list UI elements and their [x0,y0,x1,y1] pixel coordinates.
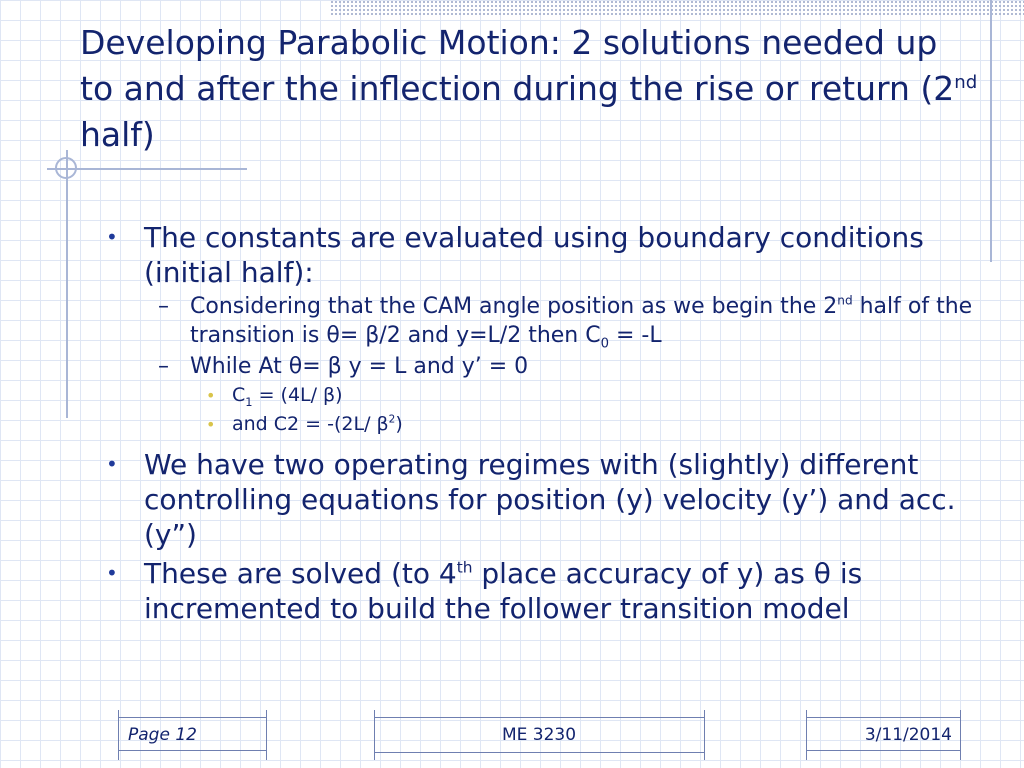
footer-tick [960,710,961,760]
bullet-icon: • [206,386,216,405]
slide-title: Developing Parabolic Motion: 2 solutions needed up to and after the inflection during the rise or return (2nd half) [80,23,978,154]
bullet-boundary-conditions: • The constants are evaluated using boundary conditions (initial half): [106,221,924,289]
footer-date: 3/11/2014 [806,717,960,751]
decorative-line-right [990,0,992,262]
sub-sub-bullet-c1: • $C_1 = (4L/$ β) [100,381,980,410]
footer-page-number: Page 12 [118,717,266,751]
bullet-icon: • [106,561,118,585]
footer-course: ME 3230 [374,717,704,753]
sub-sub-bullet-c2: • and C2 = -(2L/ $\beta^2$) [100,410,980,439]
bullet-icon: • [206,415,216,434]
footer-tick [704,710,705,760]
sub-bullet-while-at: – While At θ= β y = L and y’ = 0 [158,354,529,379]
decorative-dot-band [330,0,1024,15]
dash-icon: – [158,354,169,379]
slide-body [100,220,980,628]
bullet-operating-regimes: • We have two operating regimes with (slightly) different controlling equations for position (y) velocity (y’) and acc. (y”) [106,448,956,551]
footer-tick [266,710,267,760]
bullet-solved-accuracy: • These are solved (to 4th place accuracy of y) as θ is incremented to build the follower transition model [106,557,863,625]
title-underline [47,168,247,170]
decorative-circle [55,157,77,179]
dash-icon: – [158,294,169,319]
bullet-icon: • [106,452,118,476]
decorative-line-left [66,150,68,418]
bullet-icon: • [106,225,118,249]
sub-bullet-cam-angle: – Considering that the CAM angle position as we begin the 2nd half of the transition is θ= β/2 and y=L/2 then $C_0 = -L$ [158,293,973,352]
